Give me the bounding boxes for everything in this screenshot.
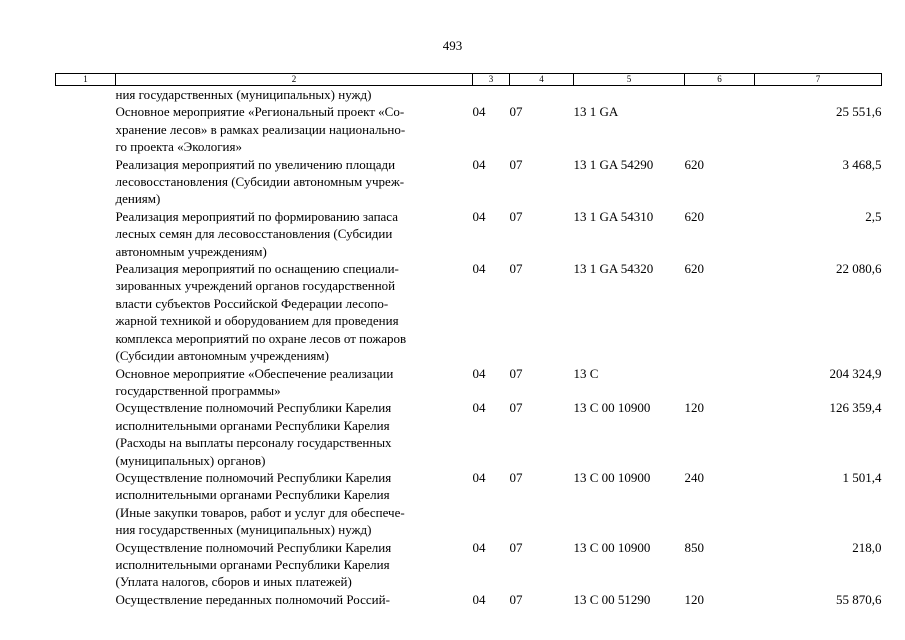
- description-cell: [116, 539, 473, 591]
- section-cell: 04: [472, 104, 486, 120]
- description-line: исполнительными органами Республики Карелия: [115, 556, 390, 572]
- row-number-cell: [56, 539, 116, 591]
- column-header: 7: [755, 74, 882, 86]
- description-line: Осуществление переданных полномочий Россий-: [115, 591, 390, 607]
- description-line: лесовосстановления (Субсидии автономным учреж-: [115, 174, 405, 190]
- description-line: (Расходы на выплаты персоналу государственных: [115, 435, 392, 451]
- description-line: Реализация мероприятий по увеличению площади: [115, 156, 396, 172]
- subsection-cell: 07: [509, 469, 523, 485]
- table-row: [56, 260, 882, 364]
- column-header: 2: [116, 74, 473, 86]
- amount-cell: 22 080,6: [836, 261, 882, 277]
- subsection-cell: 07: [509, 400, 523, 416]
- subsection-cell: 07: [509, 539, 523, 555]
- description-line: зированных учреждений органов государственной: [115, 278, 396, 294]
- expense-type-cell: 850: [684, 539, 704, 555]
- description-cell: [116, 591, 473, 608]
- subsection-cell: 07: [509, 591, 523, 607]
- description-line: комплекса мероприятий по охране лесов от пожаров: [115, 330, 407, 346]
- expense-type-cell: [685, 365, 755, 400]
- target-item-cell: 13 С 00 10900: [573, 400, 651, 416]
- description-line: Осуществление полномочий Республики Карелия: [115, 539, 392, 555]
- expense-type-cell: [685, 86, 755, 104]
- subsection-cell: 07: [509, 104, 523, 120]
- section-cell: 04: [472, 400, 486, 416]
- description-line: Основное мероприятие «Региональный проект «Со-: [115, 104, 405, 120]
- description-line: Реализация мероприятий по формированию запаса: [115, 208, 398, 224]
- expense-type-cell: 620: [684, 208, 704, 224]
- description-line: Осуществление полномочий Республики Карелия: [115, 400, 392, 416]
- description-line: государственной программы»: [115, 382, 281, 398]
- row-number-cell: [56, 399, 116, 469]
- description-cell: [116, 86, 473, 104]
- subsection-cell: 07: [509, 365, 523, 381]
- section-cell: 04: [472, 261, 486, 277]
- page-number: 493: [442, 38, 463, 53]
- description-cell: [116, 156, 473, 208]
- amount-cell: 218,0: [852, 539, 882, 555]
- table-row: [56, 103, 882, 155]
- amount-cell: [755, 86, 882, 104]
- target-item-cell: 13 1 GA 54320: [573, 261, 654, 277]
- expense-type-cell: 620: [684, 261, 704, 277]
- budget-table: [55, 73, 882, 608]
- column-header: 4: [510, 74, 574, 86]
- expense-type-cell: 120: [684, 400, 704, 416]
- target-item-cell: 13 1 GA 54290: [573, 156, 654, 172]
- description-cell: [116, 469, 473, 539]
- row-number-cell: [56, 469, 116, 539]
- description-line: жарной техникой и оборудованием для проведения: [115, 313, 399, 329]
- row-number-cell: [56, 86, 116, 104]
- amount-cell: 204 324,9: [829, 365, 882, 381]
- description-line: (муниципальных) органов): [115, 452, 266, 468]
- target-item-cell: 13 1 GA: [573, 104, 619, 120]
- column-header: 5: [574, 74, 685, 86]
- table-row: [56, 208, 882, 260]
- section-cell: 04: [472, 365, 486, 381]
- column-header: 6: [685, 74, 755, 86]
- row-number-cell: [56, 208, 116, 260]
- description-cell: [116, 208, 473, 260]
- description-line: Основное мероприятие «Обеспечение реализации: [115, 365, 394, 381]
- table-row: [56, 469, 882, 539]
- row-number-cell: [56, 156, 116, 208]
- table-row: [56, 399, 882, 469]
- amount-cell: 2,5: [865, 208, 882, 224]
- row-number-cell: [56, 591, 116, 608]
- description-line: дениям): [115, 191, 161, 207]
- target-item-cell: 13 С 00 10900: [573, 469, 651, 485]
- subsection-cell: 07: [509, 261, 523, 277]
- target-item-cell: 13 С 00 51290: [573, 591, 651, 607]
- target-item-cell: [574, 86, 685, 104]
- column-header: 3: [473, 74, 510, 86]
- subsection-cell: 07: [509, 208, 523, 224]
- description-line: Реализация мероприятий по оснащению специали-: [115, 261, 399, 277]
- amount-cell: 126 359,4: [829, 400, 882, 416]
- description-line: го проекта «Экология»: [115, 139, 242, 155]
- amount-cell: 55 870,6: [836, 591, 882, 607]
- description-cell: [116, 365, 473, 400]
- description-cell: [116, 260, 473, 364]
- description-line: (Субсидии автономным учреждениям): [115, 348, 329, 364]
- table-body: [56, 86, 882, 609]
- amount-cell: 1 501,4: [842, 469, 882, 485]
- table-row: [56, 591, 882, 608]
- description-line: лесных семян для лесовосстановления (Субсидии: [115, 226, 393, 242]
- target-item-cell: 13 С 00 10900: [573, 539, 651, 555]
- description-cell: [116, 103, 473, 155]
- description-line: ния государственных (муниципальных) нужд): [115, 522, 372, 538]
- target-item-cell: 13 С: [573, 365, 599, 381]
- section-cell: 04: [472, 156, 486, 172]
- row-number-cell: [56, 103, 116, 155]
- table-row: [56, 539, 882, 591]
- row-number-cell: [56, 260, 116, 364]
- expense-type-cell: 620: [684, 156, 704, 172]
- column-header: 1: [56, 74, 116, 86]
- table-row: [56, 156, 882, 208]
- column-number-row: [56, 74, 882, 86]
- section-cell: 04: [472, 208, 486, 224]
- expense-type-cell: 240: [684, 469, 704, 485]
- subsection-cell: 07: [509, 156, 523, 172]
- description-line: (Иные закупки товаров, работ и услуг для обеспече-: [115, 504, 405, 520]
- amount-cell: 25 551,6: [836, 104, 882, 120]
- description-line: власти субъектов Российской Федерации лесопо-: [115, 295, 389, 311]
- expense-type-cell: [685, 103, 755, 155]
- section-cell: 04: [472, 539, 486, 555]
- section-cell: [473, 86, 510, 104]
- expense-type-cell: 120: [684, 591, 704, 607]
- table-row: [56, 365, 882, 400]
- amount-cell: 3 468,5: [842, 156, 882, 172]
- description-line: ния государственных (муниципальных) нужд): [115, 87, 372, 102]
- description-line: исполнительными органами Республики Карелия: [115, 417, 390, 433]
- description-line: (Уплата налогов, сборов и иных платежей): [115, 574, 352, 590]
- description-line: автономным учреждениям): [115, 243, 267, 259]
- section-cell: 04: [472, 591, 486, 607]
- target-item-cell: 13 1 GA 54310: [573, 208, 654, 224]
- table-row: [56, 86, 882, 104]
- subsection-cell: [510, 86, 574, 104]
- section-cell: 04: [472, 469, 486, 485]
- description-line: хранение лесов» в рамках реализации национально-: [115, 121, 406, 137]
- row-number-cell: [56, 365, 116, 400]
- description-cell: [116, 399, 473, 469]
- description-line: исполнительными органами Республики Карелия: [115, 487, 390, 503]
- description-line: Осуществление полномочий Республики Карелия: [115, 469, 392, 485]
